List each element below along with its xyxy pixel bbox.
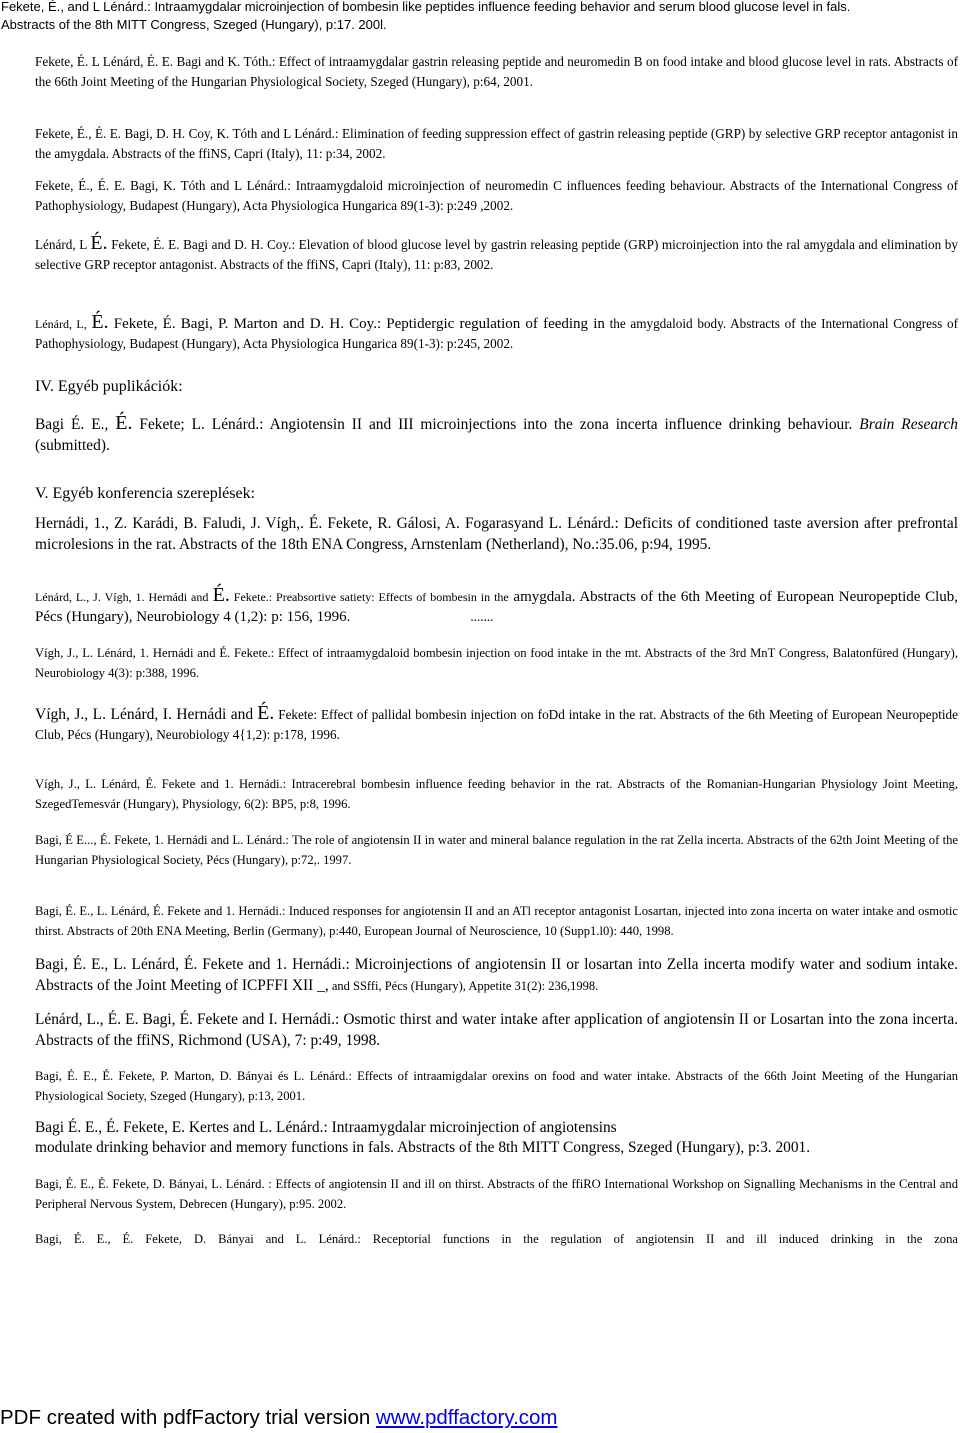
- reference-text: amygdala. Abstracts of the 6th Meeting of European Neuropeptide Club, Pécs (Hungary), Neurobiology 4 (1,2): p: 156, 1996.: [35, 589, 959, 625]
- reference-line: Abstracts of the 8th MITT Congress, Szeged (Hungary), p:17. 200l.: [1, 17, 387, 32]
- reference-text: and SSffi, Pécs (Hungary), Appetite 31(2): 236,1998.: [328, 979, 599, 993]
- pdffactory-link[interactable]: www.pdffactory.com: [375, 1406, 558, 1429]
- reference-fekete-gastrin-neuromedin-b: Fekete, É. L Lénárd, É. E. Bagi and K. Tóth.: Effect of intraamygdalar gastrin releasing peptide and neuromedin B on food intake and blood glucose level in rats. Abstracts of the 66th Joint Meeting of the Hungarian Physiological Society, Szeged (Hungary), p:64, 2001.: [35, 54, 958, 89]
- reference-line: modulate drinking behavior and memory functions in fals. Abstracts of the 8th MITT Congress, Szeged (Hungary), p:3. 2001.: [35, 1139, 811, 1156]
- reference-lenard-peptidergic-regulation: [35, 312, 958, 354]
- pdf-footer-banner: [0, 1404, 558, 1432]
- conference-bagi-angiotensins-mitt: [35, 1118, 958, 1158]
- conference-lenard-osmotic-thirst: Lénárd, L., É. E. Bagi, É. Fekete and I. Hernádi.: Osmotic thirst and water intake after application of angiotensin II or Losartan into the zona incerta. Abstracts of the ffiNS, Richmond (USA), 7: p:49, 1998.: [35, 1011, 958, 1049]
- reference-text: Fekete, É. E. Bagi and D. H. Coy.: Elevation of blood glucose level by gastrin releasing peptide (GRP) microinjection into the ral amygdala and elimination by selective GRP receptor antagonist. Abstracts of the ffiNS, Capri (Italy), 11: p:83, 2002.: [35, 237, 958, 272]
- section-heading-iv: IV. Egyéb puplikációk:: [35, 378, 183, 395]
- author-initial: É.: [115, 412, 133, 434]
- conference-bagi-angiotensin-thirst-ffiro: Bagi, É. E., É. Fekete, D. Bányai, L. Lénárd. : Effects of angiotensin II and ill on thirst. Abstracts of the ffiRO International Workshop on Signalling Mechanisms in the Central and Peripheral Nervous System, Debrecen (Hungary), p:95. 2002.: [35, 1177, 958, 1211]
- conference-bagi-angiotensin-zella-incerta: Bagi, É E..., É. Fekete, 1. Hernádi and L. Lénárd.: The role of angiotensin II in water and mineral balance regulation in the rat Zella incerta. Abstracts of the 62th Joint Meeting of the Hungarian Physiological Society, Pécs (Hungary), p:72,. 1997.: [35, 833, 958, 867]
- conference-vigh-intraamygdaloid-bombesin: Vígh, J., L. Lénárd, 1. Hernádi and É. Fekete.: Effect of intraamygdaloid bombesin injection on food intake in the mt. Abstracts of the 3rd MnT Congress, Balatonfüred (Hungary), Neurobiology 4(3): p:388, 1996.: [35, 646, 958, 680]
- reference-text: Fekete.: Preabsortive satiety: Effects of bombesin in the: [229, 590, 509, 604]
- reference-fekete-neuromedin-c: Fekete, É., É. E. Bagi, K. Tóth and L Lénárd.: Intraamygdaloid microinjection of neuromedin C influences feeding behaviour. Abstracts of the International Congress of Pathophysiology, Budapest (Hungary), Acta Physiologica Hungarica 89(1-3): p:249 ,2002.: [35, 178, 958, 213]
- reference-fekete-lenard-mitt-2001: [1, 0, 959, 34]
- conference-bagi-orexins: Bagi, É. E., É. Fekete, P. Marton, D. Bányai és L. Lénárd.: Effects of intraamigdalar orexins on food and water intake. Abstracts of the 66th Joint Meeting of the Hungarian Physiological Society, Szeged (Hungary), p:13, 2001.: [35, 1069, 958, 1103]
- reference-text: Fekete: Effect of pallidal bombesin injection on foDd intake in the rat. Abstracts of the 6th Meeting of European Neuropeptide Club, Pécs (Hungary), Neurobiology 4{1,2): p:178, 1996.: [35, 707, 959, 742]
- author-text: Vígh, J., L. Lénárd, I. Hernádi and: [35, 706, 254, 723]
- reference-lenard-blood-glucose-grp: [35, 233, 958, 275]
- conference-vigh-intracerebral-bombesin: Vígh, J., L. Lénárd, É. Fekete and 1. Hernádi.: Intracerebral bombesin influence feeding behavior in the rat. Abstracts of the Romanian-Hungarian Physiology Joint Meeting, SzegedTemesvár (Hungary), Physiology, 6(2): BP5, p:8, 1996.: [35, 777, 958, 811]
- author-text: Lénárd, L,: [35, 317, 87, 331]
- author-initial: É.: [90, 232, 108, 254]
- author-initial: É.: [91, 311, 109, 333]
- reference-text: Bagi, É. E., L. Lénárd, É. Fekete and 1. Hernádi.: Microinjections of angiotensin II or losartan into Zella incerta modify water and sodium intake. Abstracts of the Joint Meeting of ICPFFI XII _,: [35, 956, 958, 994]
- author-initial: É.: [257, 702, 275, 724]
- journal-name: Brain Research: [859, 416, 958, 433]
- author-text: Lénárd, L: [35, 237, 87, 252]
- section-heading-v: V. Egyéb konferencia szereplések:: [35, 485, 256, 502]
- reference-text: Lénárd, L., J. Vígh, 1. Hernádi and: [35, 590, 209, 604]
- reference-text: Fekete, É. Bagi, P. Marton and D. H. Coy.: Peptidergic regulation of feeding in: [108, 316, 605, 332]
- footer-text: PDF created with pdfFactory trial version: [0, 1406, 376, 1429]
- reference-line: Bagi É. E., É. Fekete, E. Kertes and L. Lénárd.: Intraamygdalar microinjection of angiotensins: [35, 1119, 617, 1136]
- conference-lenard-preabsortive-satiety: [35, 585, 958, 627]
- conference-hernadi-taste-aversion: Hernádi, 1., Z. Karádi, B. Faludi, J. Vígh,. É. Fekete, R. Gálosi, A. Fogarasyand L. Lénárd.: Deficits of conditioned taste aversion after prefrontal microlesions in the rat. Abstracts of the 18th ENA Congress, Arnstenlam (Netherland), No.:35.06, p:94, 1995.: [35, 515, 958, 553]
- author-initial: É.: [212, 584, 230, 606]
- ellipsis-dots: .......: [470, 609, 494, 624]
- reference-line: Fekete, É., and L Lénárd.: Intraamygdalar microinjection of bombesin like peptides influence feeding behavior and serum blood glucose level in fals.: [1, 0, 851, 14]
- author-text: Bagi É. E.,: [35, 416, 109, 433]
- publication-text: Fekete; L. Lénárd.: Angiotensin II and III microinjections into the zona incerta influence drinking behaviour.: [132, 416, 853, 433]
- conference-bagi-receptorial-functions: Bagi, É. E., É. Fekete, D. Bányai and L. Lénárd.: Receptorial functions in the regulation of angiotensin II and ill induced drinking in the zona: [35, 1232, 958, 1246]
- conference-bagi-microinjections-icpffi: [35, 954, 958, 997]
- conference-bagi-losartan-ena-berlin: Bagi, É. E., L. Lénárd, É. Fekete and 1. Hernádi.: Induced responses for angiotensin II and an ATl receptor antagonist Losartan, injected into zona incerta on water intake and osmotic thirst. Abstracts of 20th ENA Meeting, Berlin (Germany), p:440, European Journal of Neuroscience, 10 (Supp1.l0): 440, 1998.: [35, 904, 958, 938]
- publication-bagi-angiotensin-brain-research: [35, 413, 958, 456]
- publication-status: (submitted).: [35, 437, 110, 454]
- reference-fekete-grp-antagonist: Fekete, É., É. E. Bagi, D. H. Coy, K. Tóth and L Lénárd.: Elimination of feeding suppression effect of gastrin releasing peptide (GRP) by selective GRP receptor antagonist in the amygdala. Abstracts of the ffiNS, Capri (Italy), 11: p:34, 2002.: [35, 126, 958, 161]
- conference-vigh-pallidal-bombesin: [35, 703, 958, 745]
- reference-text: the amygdaloid body. Abstracts of the International Congress of Pathophysiology, Budapest (Hungary), Acta Physiologica Hungarica 89(1-3): p:245, 2002.: [35, 316, 958, 351]
